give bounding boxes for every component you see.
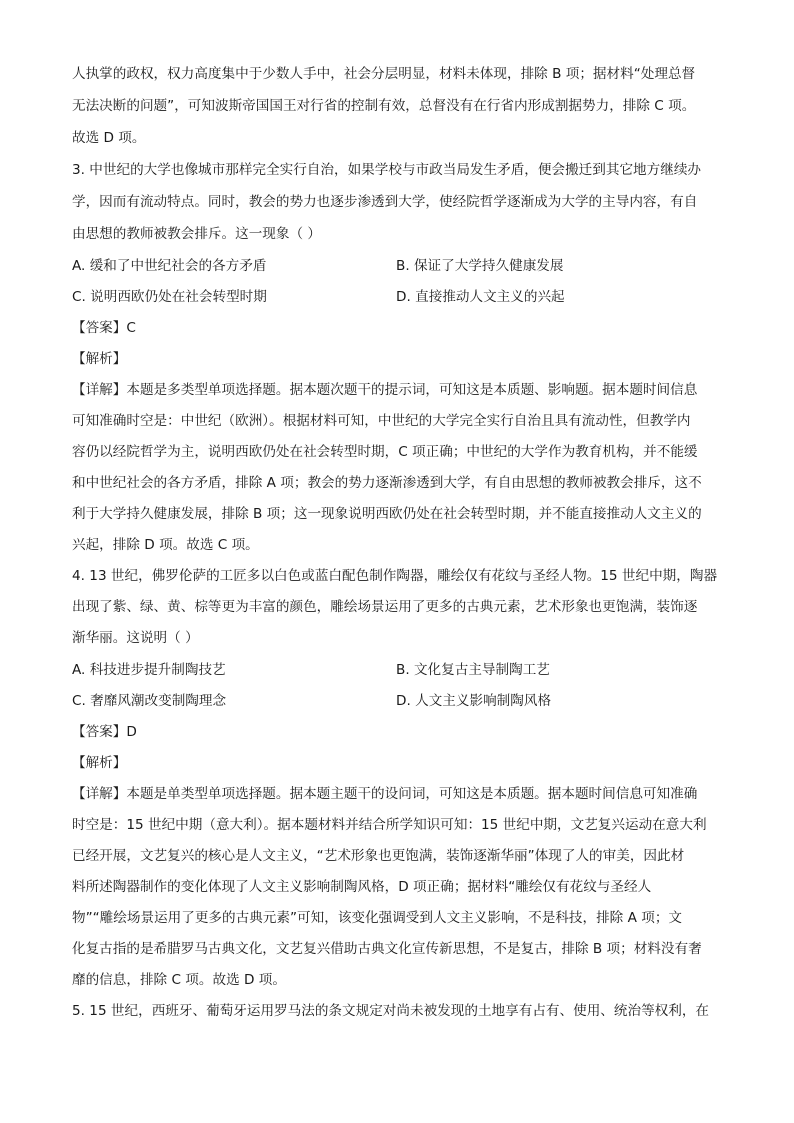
text-line: 时空是：15 世纪中期（意大利）。据本题材料并结合所学知识可知：15 世纪中期，文艺复兴运动在意大利 (72, 817, 707, 833)
text-line: 化复古指的是希腊罗马古典文化，文艺复兴借助古典文化宣传新思想，不是复古，排除 B 项；材料没有奢 (72, 941, 702, 957)
q3-option-c: C. 说明西欧仍处在社会转型时期 (72, 289, 267, 305)
q3-option-d: D. 直接推动人文主义的兴起 (396, 289, 565, 305)
text-line: 故选 D 项。 (72, 130, 146, 146)
q3-option-a: A. 缓和了中世纪社会的各方矛盾 (72, 258, 267, 274)
text-line: 人执掌的政权，权力高度集中于少数人手中，社会分层明显，材料未体现，排除 B 项；据材料“处理总督 (72, 66, 696, 82)
q4-option-d: D. 人文主义影响制陶风格 (396, 693, 552, 709)
text-line: 学，因而有流动特点。同时，教会的势力也逐步渗透到大学，使经院哲学逐渐成为大学的主导内容，有自 (72, 194, 698, 210)
q4-analysis-heading: 【解析】 (72, 755, 127, 771)
q4-option-a: A. 科技进步提升制陶技艺 (72, 662, 226, 678)
text-line: 出现了紫、绿、黄、棕等更为丰富的颜色，雕绘场景运用了更多的古典元素，艺术形象也更饱满，装饰逐 (72, 599, 698, 615)
q3-analysis-heading: 【解析】 (72, 351, 127, 367)
q4-answer: 【答案】D (72, 724, 137, 740)
text-line: 物”“雕绘场景运用了更多的古典元素”可知，该变化强调受到人文主义影响，不是科技，排除 A 项；文 (72, 910, 683, 926)
question-4-stem: 4. 13 世纪，佛罗伦萨的工匠多以白色或蓝白配色制作陶器，雕绘仅有花纹与圣经人物。15 世纪中期，陶器 (72, 568, 718, 584)
text-line: 靡的信息，排除 C 项。故选 D 项。 (72, 972, 286, 988)
q3-answer: 【答案】C (72, 320, 136, 336)
q4-option-c: C. 奢靡风潮改变制陶理念 (72, 693, 227, 709)
text-line: 渐华丽。这说明（ ） (72, 630, 199, 646)
text-line: 无法决断的问题”，可知波斯帝国国王对行省的控制有效，总督没有在行省内形成割据势力，排除 C 项。 (72, 98, 696, 114)
text-line: 料所述陶器制作的变化体现了人文主义影响制陶风格，D 项正确；据材料“雕绘仅有花纹与圣经人 (72, 879, 652, 895)
q4-explanation: 【详解】本题是单类型单项选择题。据本题主题干的设问词，可知这是本质题。据本题时间信息可知准确 (72, 786, 698, 802)
text-line: 兴起，排除 D 项。故选 C 项。 (72, 537, 259, 553)
text-line: 已经开展，文艺复兴的核心是人文主义，“艺术形象也更饱满，装饰逐渐华丽”体现了人的审美，因此材 (72, 848, 685, 864)
text-line: 利于大学持久健康发展，排除 B 项；这一现象说明西欧仍处在社会转型时期，并不能直接推动人文主义的 (72, 506, 702, 522)
text-line: 由思想的教师被教会排斥。这一现象（ ） (72, 226, 322, 242)
text-line: 可知准确时空是：中世纪（欧洲）。根据材料可知，中世纪的大学完全实行自治且具有流动性，但教学内 (72, 413, 691, 429)
text-line: 容仍以经院哲学为主，说明西欧仍处在社会转型时期，C 项正确；中世纪的大学作为教育机构，并不能缓 (72, 444, 698, 460)
q3-explanation: 【详解】本题是多类型单项选择题。据本题次题干的提示词，可知这是本质题、影响题。据本题时间信息 (72, 382, 698, 398)
q3-option-b: B. 保证了大学持久健康发展 (396, 258, 564, 274)
question-3-stem: 3. 中世纪的大学也像城市那样完全实行自治，如果学校与市政当局发生矛盾，便会搬迁到其它地方继续办 (72, 162, 702, 178)
question-5-stem: 5. 15 世纪，西班牙、葡萄牙运用罗马法的条文规定对尚未被发现的土地享有占有、使用、统治等权利，在 (72, 1003, 710, 1019)
q4-option-b: B. 文化复古主导制陶工艺 (396, 662, 550, 678)
text-line: 和中世纪社会的各方矛盾，排除 A 项；教会的势力逐渐渗透到大学，有自由思想的教师被教会排斥，这不 (72, 475, 702, 491)
